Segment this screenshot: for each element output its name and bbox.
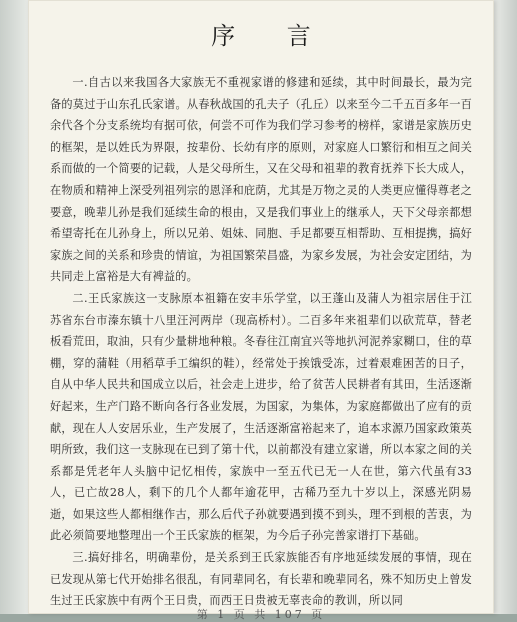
paragraph-1: 一.自古以来我国各大家族无不重视家谱的修建和延续，其中时间最长，最为完备的莫过于山东孔氏家谱。从春秋战国的孔夫子（孔丘）以来至今二千五百多年一百余代各个分支系统均有据可依，何尝不可作为我们学习参考的榜样，家谱是家族历史的框架，是以姓氏为界限，按辈份、长幼有序的原则，对家庭人口繁衍和相互之间关系而做的一个简要的记载，人是父母所生，又在父母和祖辈的教育抚养下长大成人，在物质和精神上深受列祖列宗的恩泽和庇荫，尤其是万物之灵的人类更应懂得尊老之要意，晚辈儿孙是我们延续生命的根由，又是我们事业上的继承人，天下父母亲都想希望寄托在儿孙身上，所以兄弟、姐妹、同胞、手足都要互相帮助、互相提携，搞好家族之间的关系和珍贵的情谊，为祖国繁荣昌盛，为家乡发展，为社会安定团结，为共同走上富裕是大有裨益的。 <box>50 76 472 284</box>
page-title: 序 言 <box>211 22 333 50</box>
scan-right-edge <box>494 0 517 614</box>
page-footer: 第 1 页 共 107 页 <box>196 608 326 621</box>
scan-left-edge <box>0 0 28 614</box>
paragraph-3: 三.搞好排名，明确辈份，是关系到王氏家族能否有序地延续发展的事情，现在已发现从第七代开始排名很乱，有同辈同名，有长辈和晚辈同名，殊不知历史上曾发生过王氏家族中有两个王日贵，而西王日贵被无辜丧命的教训，所以同 <box>50 551 472 608</box>
document-page <box>28 0 494 621</box>
paragraph-2: 二.王氏家族这一支脉原本祖籍在安丰乐学堂，以王蓬山及蒲人为祖宗居住于江苏省东台市溱东镇十八里汪河两岸（现高桥村）。二百多年来祖辈们以砍荒草，替老板看荒田，取油，只有少量耕地种粮。冬春往江南宜兴等地扒河泥养家糊口，住的草棚，穿的蒲鞋（用稻草手工编织的鞋），经常处于挨饿受冻，过着艰难困苦的日子，自从中华人民共和国成立以后，社会走上进步，给了贫苦人民耕者有其田，生活逐渐好起来，生产门路不断向各行各业发展，为国家，为集体，为家庭都做出了应有的贡献，现在人人安居乐业，生产发展了，生活逐渐富裕起来了，追本求源乃国家政策英明所致，我们这一支脉现在已到了第十代，以前都没有建立家谱，所以本家之间的关系都是凭老年人头脑中记忆相传，家族中一至五代已无一人在世，第六代虽有33人，已亡故28人，剩下的几个人都年逾花甲，古稀乃至九十岁以上，深感光阴易逝，如果这些人都相继作古，那么后代子孙就要遇到摸不到头，理不到根的苦衷，为此必须简要地整理出一个王氏家族的框架，为今后子孙完善家谱打下基础。 <box>50 291 472 543</box>
